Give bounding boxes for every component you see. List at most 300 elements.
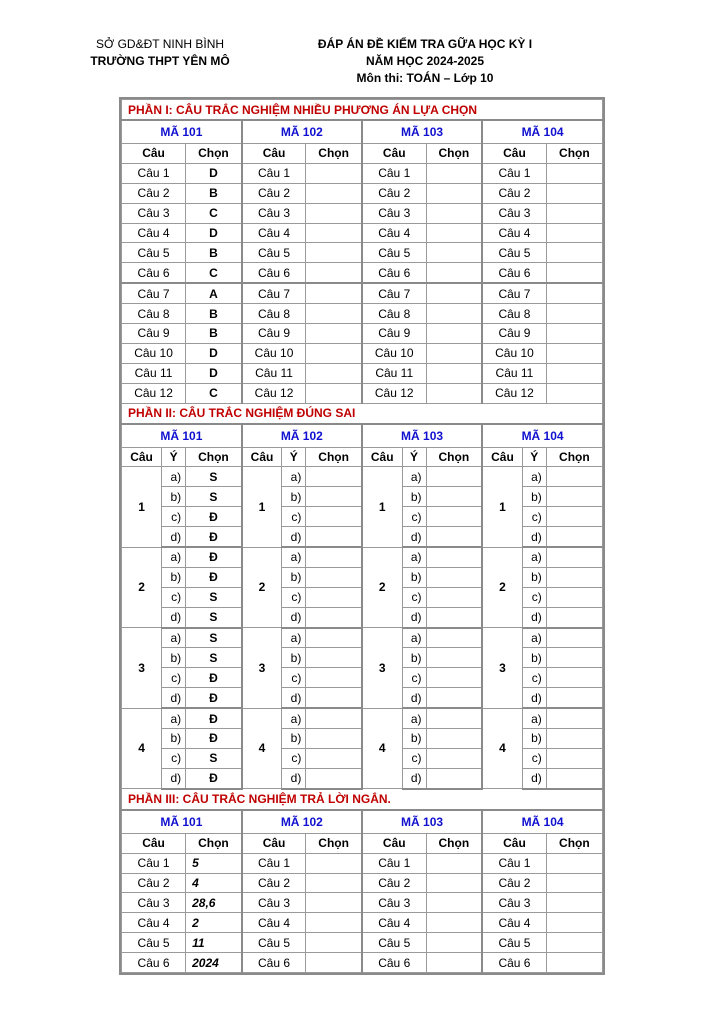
answer-cell xyxy=(306,203,362,223)
item-label: d) xyxy=(282,768,306,788)
answer-cell: Đ xyxy=(186,507,242,527)
question-label: Câu 3 xyxy=(362,203,426,223)
col-header-cau: Câu xyxy=(362,833,426,853)
answer-cell: C xyxy=(186,203,242,223)
question-label: Câu 5 xyxy=(362,933,426,953)
item-label: d) xyxy=(162,607,186,627)
item-label: b) xyxy=(402,648,426,668)
question-label: Câu 5 xyxy=(482,243,546,263)
answer-cell: S xyxy=(186,587,242,607)
answer-cell xyxy=(426,748,482,768)
question-label: Câu 5 xyxy=(242,243,306,263)
answer-cell: D xyxy=(186,363,242,383)
answer-cell xyxy=(306,527,362,547)
answer-cell xyxy=(546,163,602,183)
col-header-chon: Chọn xyxy=(426,144,482,164)
answer-cell: Đ xyxy=(186,688,242,708)
answer-cell: D xyxy=(186,223,242,243)
answer-sheet xyxy=(119,97,605,975)
code-header: MÃ 103 xyxy=(362,424,482,448)
answer-cell: B xyxy=(186,183,242,203)
answer-cell: Đ xyxy=(186,527,242,547)
item-label: d) xyxy=(162,527,186,547)
answer-cell xyxy=(546,263,602,283)
col-header-cau: Câu xyxy=(482,833,546,853)
code-header: MÃ 102 xyxy=(242,810,362,834)
question-label: Câu 6 xyxy=(362,263,426,283)
question-number: 2 xyxy=(482,547,522,628)
answer-cell xyxy=(426,708,482,728)
question-label: Câu 7 xyxy=(362,283,426,303)
answer-cell xyxy=(426,547,482,567)
question-label: Câu 11 xyxy=(362,363,426,383)
answer-cell xyxy=(426,383,482,403)
item-label: a) xyxy=(402,547,426,567)
answer-cell: B xyxy=(186,304,242,324)
answer-cell xyxy=(546,383,602,403)
question-label: Câu 6 xyxy=(482,263,546,283)
code-header: MÃ 102 xyxy=(242,424,362,448)
question-label: Câu 10 xyxy=(362,343,426,363)
question-number: 3 xyxy=(362,628,402,709)
item-label: b) xyxy=(282,567,306,587)
item-label: c) xyxy=(402,748,426,768)
code-header: MÃ 103 xyxy=(362,810,482,834)
item-label: b) xyxy=(402,567,426,587)
answer-cell xyxy=(546,223,602,243)
code-header: MÃ 103 xyxy=(362,120,482,144)
school-name: TRƯỜNG THPT YÊN MÔ xyxy=(90,54,230,68)
col-header-cau: Câu xyxy=(362,447,402,467)
part1-title: PHẦN I: CÂU TRẮC NGHIỆM NHIỀU PHƯƠNG ÁN LỰA CHỌN xyxy=(122,100,603,121)
col-header-chon: Chọn xyxy=(426,833,482,853)
item-label: b) xyxy=(162,648,186,668)
col-header-cau: Câu xyxy=(482,144,546,164)
question-label: Câu 3 xyxy=(482,203,546,223)
answer-cell: S xyxy=(186,648,242,668)
answer-cell: 5 xyxy=(186,853,242,873)
answer-cell: S xyxy=(186,748,242,768)
document-title: ĐÁP ÁN ĐỀ KIỂM TRA GỮA HỌC KỲ I xyxy=(317,37,533,51)
question-label: Câu 3 xyxy=(362,893,426,913)
item-label: d) xyxy=(402,688,426,708)
col-header-chon: Chọn xyxy=(186,833,242,853)
answer-cell xyxy=(306,607,362,627)
item-label: b) xyxy=(162,487,186,507)
code-header: MÃ 101 xyxy=(122,424,242,448)
item-label: d) xyxy=(402,768,426,788)
question-number: 4 xyxy=(242,708,282,789)
answer-cell xyxy=(546,748,602,768)
item-label: a) xyxy=(402,467,426,487)
answer-cell xyxy=(306,263,362,283)
question-number: 1 xyxy=(482,467,522,547)
answer-cell xyxy=(306,953,362,973)
answer-cell xyxy=(306,768,362,788)
answer-cell xyxy=(426,729,482,749)
col-header-cau: Câu xyxy=(482,447,522,467)
question-number: 4 xyxy=(482,708,522,789)
question-label: Câu 1 xyxy=(362,853,426,873)
col-header-cau: Câu xyxy=(122,833,186,853)
answer-cell: B xyxy=(186,243,242,263)
answer-cell xyxy=(546,243,602,263)
question-label: Câu 5 xyxy=(122,243,186,263)
question-label: Câu 1 xyxy=(362,163,426,183)
item-label: c) xyxy=(282,587,306,607)
question-label: Câu 2 xyxy=(362,183,426,203)
item-label: a) xyxy=(522,467,546,487)
item-label: d) xyxy=(402,607,426,627)
code-header: MÃ 104 xyxy=(482,810,602,834)
answer-cell xyxy=(546,873,602,893)
question-label: Câu 12 xyxy=(362,383,426,403)
answer-cell xyxy=(306,223,362,243)
item-label: a) xyxy=(282,708,306,728)
item-label: a) xyxy=(402,628,426,648)
answer-cell xyxy=(306,283,362,303)
answer-cell xyxy=(546,183,602,203)
col-header-chon: Chọn xyxy=(306,447,362,467)
question-label: Câu 2 xyxy=(482,183,546,203)
answer-cell xyxy=(546,343,602,363)
answer-cell xyxy=(426,163,482,183)
question-label: Câu 4 xyxy=(482,223,546,243)
answer-cell xyxy=(306,893,362,913)
answer-cell xyxy=(306,567,362,587)
answer-cell xyxy=(546,507,602,527)
answer-cell xyxy=(426,628,482,648)
question-label: Câu 4 xyxy=(242,913,306,933)
answer-cell xyxy=(546,487,602,507)
answer-cell: Đ xyxy=(186,567,242,587)
answer-cell xyxy=(546,607,602,627)
answer-cell xyxy=(426,873,482,893)
item-label: a) xyxy=(522,547,546,567)
item-label: c) xyxy=(282,748,306,768)
header-right xyxy=(300,36,550,87)
col-header-chon: Chọn xyxy=(546,447,602,467)
answer-cell xyxy=(306,363,362,383)
answer-cell xyxy=(306,243,362,263)
item-label: b) xyxy=(162,729,186,749)
question-label: Câu 10 xyxy=(242,343,306,363)
question-label: Câu 2 xyxy=(242,873,306,893)
answer-cell: Đ xyxy=(186,768,242,788)
answer-cell xyxy=(306,913,362,933)
item-label: c) xyxy=(402,587,426,607)
header-left xyxy=(70,36,250,70)
answer-cell xyxy=(426,607,482,627)
question-label: Câu 9 xyxy=(122,324,186,344)
answer-cell xyxy=(426,243,482,263)
answer-cell xyxy=(426,853,482,873)
answer-cell: Đ xyxy=(186,547,242,567)
answer-cell xyxy=(306,748,362,768)
item-label: b) xyxy=(282,487,306,507)
answer-cell xyxy=(546,893,602,913)
item-label: c) xyxy=(162,748,186,768)
answer-cell xyxy=(306,547,362,567)
item-label: d) xyxy=(162,768,186,788)
question-label: Câu 3 xyxy=(122,893,186,913)
answer-cell xyxy=(306,648,362,668)
question-label: Câu 12 xyxy=(482,383,546,403)
answer-cell xyxy=(306,507,362,527)
answer-cell xyxy=(306,383,362,403)
answer-cell xyxy=(306,467,362,487)
item-label: b) xyxy=(162,567,186,587)
answer-cell xyxy=(426,768,482,788)
answer-cell xyxy=(546,203,602,223)
question-label: Câu 8 xyxy=(362,304,426,324)
answer-cell xyxy=(306,487,362,507)
answer-cell xyxy=(306,163,362,183)
answer-cell xyxy=(546,304,602,324)
item-label: c) xyxy=(522,587,546,607)
answer-cell xyxy=(546,768,602,788)
answer-cell xyxy=(426,467,482,487)
answer-cell xyxy=(546,324,602,344)
question-label: Câu 7 xyxy=(482,283,546,303)
item-label: d) xyxy=(282,527,306,547)
item-label: a) xyxy=(162,467,186,487)
question-label: Câu 8 xyxy=(242,304,306,324)
col-header-chon: Chọn xyxy=(426,447,482,467)
answer-cell: Đ xyxy=(186,708,242,728)
question-label: Câu 12 xyxy=(242,383,306,403)
answer-cell xyxy=(426,688,482,708)
item-label: b) xyxy=(522,648,546,668)
part2-title: PHẦN II: CÂU TRẮC NGHIỆM ĐÚNG SAI xyxy=(122,403,603,424)
answer-cell: S xyxy=(186,607,242,627)
item-label: c) xyxy=(522,748,546,768)
answer-cell xyxy=(546,933,602,953)
answer-cell: D xyxy=(186,163,242,183)
answer-cell xyxy=(306,628,362,648)
col-header-cau: Câu xyxy=(362,144,426,164)
item-label: d) xyxy=(282,688,306,708)
answer-cell: 2024 xyxy=(186,953,242,973)
question-label: Câu 2 xyxy=(122,873,186,893)
answer-cell xyxy=(306,708,362,728)
item-label: d) xyxy=(402,527,426,547)
question-label: Câu 6 xyxy=(122,953,186,973)
col-header-y: Ý xyxy=(282,447,306,467)
answer-cell xyxy=(546,283,602,303)
question-number: 4 xyxy=(362,708,402,789)
code-header: MÃ 101 xyxy=(122,120,242,144)
item-label: b) xyxy=(282,648,306,668)
answer-cell xyxy=(546,668,602,688)
code-header: MÃ 102 xyxy=(242,120,362,144)
item-label: b) xyxy=(522,567,546,587)
answer-cell xyxy=(306,183,362,203)
col-header-chon: Chọn xyxy=(306,833,362,853)
answer-cell xyxy=(426,587,482,607)
school-year: NĂM HỌC 2024-2025 xyxy=(365,54,485,68)
question-label: Câu 3 xyxy=(122,203,186,223)
item-label: c) xyxy=(162,668,186,688)
col-header-chon: Chọn xyxy=(306,144,362,164)
answer-cell: 2 xyxy=(186,913,242,933)
answer-cell xyxy=(426,183,482,203)
question-label: Câu 5 xyxy=(362,243,426,263)
question-label: Câu 4 xyxy=(242,223,306,243)
item-label: c) xyxy=(282,668,306,688)
item-label: a) xyxy=(522,708,546,728)
answer-cell xyxy=(306,688,362,708)
question-number: 2 xyxy=(242,547,282,628)
question-label: Câu 1 xyxy=(482,163,546,183)
question-label: Câu 6 xyxy=(362,953,426,973)
code-header: MÃ 101 xyxy=(122,810,242,834)
answer-cell xyxy=(306,729,362,749)
question-label: Câu 4 xyxy=(122,913,186,933)
question-label: Câu 6 xyxy=(242,953,306,973)
question-number: 1 xyxy=(122,467,162,547)
question-label: Câu 7 xyxy=(242,283,306,303)
answer-cell xyxy=(426,223,482,243)
question-label: Câu 9 xyxy=(242,324,306,344)
answer-cell xyxy=(426,953,482,973)
answer-cell: 28,6 xyxy=(186,893,242,913)
answer-cell xyxy=(426,933,482,953)
col-header-chon: Chọn xyxy=(546,833,602,853)
question-label: Câu 6 xyxy=(482,953,546,973)
question-label: Câu 4 xyxy=(122,223,186,243)
item-label: d) xyxy=(522,607,546,627)
answer-cell xyxy=(426,324,482,344)
item-label: d) xyxy=(282,607,306,627)
item-label: a) xyxy=(162,708,186,728)
answer-cell xyxy=(546,547,602,567)
answer-cell: 11 xyxy=(186,933,242,953)
question-label: Câu 3 xyxy=(242,893,306,913)
question-label: Câu 6 xyxy=(122,263,186,283)
question-label: Câu 5 xyxy=(122,933,186,953)
code-header: MÃ 104 xyxy=(482,120,602,144)
question-label: Câu 1 xyxy=(122,163,186,183)
answer-cell xyxy=(306,933,362,953)
question-label: Câu 3 xyxy=(242,203,306,223)
answer-cell: S xyxy=(186,628,242,648)
answer-cell xyxy=(306,343,362,363)
answer-cell xyxy=(426,203,482,223)
answer-cell xyxy=(426,363,482,383)
answer-cell: S xyxy=(186,467,242,487)
col-header-cau: Câu xyxy=(242,833,306,853)
answer-cell: B xyxy=(186,324,242,344)
answer-cell xyxy=(546,648,602,668)
question-number: 1 xyxy=(362,467,402,547)
question-number: 2 xyxy=(122,547,162,628)
item-label: b) xyxy=(402,487,426,507)
item-label: a) xyxy=(162,547,186,567)
col-header-cau: Câu xyxy=(122,144,186,164)
answer-cell xyxy=(546,953,602,973)
answer-cell xyxy=(426,507,482,527)
item-label: c) xyxy=(162,507,186,527)
answer-cell xyxy=(546,467,602,487)
col-header-cau: Câu xyxy=(242,144,306,164)
answer-cell: C xyxy=(186,383,242,403)
answer-cell: Đ xyxy=(186,668,242,688)
answer-cell: 4 xyxy=(186,873,242,893)
item-label: c) xyxy=(522,507,546,527)
answer-cell xyxy=(306,668,362,688)
question-label: Câu 1 xyxy=(482,853,546,873)
answer-cell xyxy=(546,853,602,873)
item-label: a) xyxy=(402,708,426,728)
answer-cell xyxy=(426,283,482,303)
question-label: Câu 10 xyxy=(482,343,546,363)
item-label: a) xyxy=(522,628,546,648)
col-header-chon: Chọn xyxy=(186,447,242,467)
department-name: SỞ GD&ĐT NINH BÌNH xyxy=(95,37,225,51)
question-label: Câu 6 xyxy=(242,263,306,283)
answer-cell: S xyxy=(186,487,242,507)
question-label: Câu 11 xyxy=(242,363,306,383)
answer-cell: A xyxy=(186,283,242,303)
item-label: a) xyxy=(282,547,306,567)
question-label: Câu 8 xyxy=(482,304,546,324)
answer-cell xyxy=(546,628,602,648)
item-label: c) xyxy=(522,668,546,688)
answer-cell xyxy=(426,487,482,507)
item-label: c) xyxy=(402,668,426,688)
item-label: a) xyxy=(162,628,186,648)
col-header-y: Ý xyxy=(402,447,426,467)
question-number: 3 xyxy=(482,628,522,709)
answer-cell xyxy=(426,913,482,933)
item-label: a) xyxy=(282,467,306,487)
question-label: Câu 1 xyxy=(242,163,306,183)
answer-cell xyxy=(426,527,482,547)
answer-cell xyxy=(546,527,602,547)
item-label: d) xyxy=(162,688,186,708)
item-label: a) xyxy=(282,628,306,648)
question-label: Câu 11 xyxy=(122,363,186,383)
answer-cell: C xyxy=(186,263,242,283)
answer-cell xyxy=(306,873,362,893)
question-label: Câu 2 xyxy=(122,183,186,203)
question-label: Câu 4 xyxy=(482,913,546,933)
part3-title: PHẦN III: CÂU TRẮC NGHIỆM TRẢ LỜI NGẮN. xyxy=(122,789,603,810)
code-header: MÃ 104 xyxy=(482,424,602,448)
item-label: b) xyxy=(522,729,546,749)
col-header-y: Ý xyxy=(162,447,186,467)
item-label: d) xyxy=(522,527,546,547)
question-number: 4 xyxy=(122,708,162,789)
question-number: 1 xyxy=(242,467,282,547)
question-label: Câu 2 xyxy=(482,873,546,893)
question-label: Câu 7 xyxy=(122,283,186,303)
subject-line: Môn thi: TOÁN – Lớp 10 xyxy=(356,71,494,85)
question-number: 3 xyxy=(122,628,162,709)
question-label: Câu 4 xyxy=(362,223,426,243)
question-label: Câu 12 xyxy=(122,383,186,403)
answer-cell xyxy=(306,324,362,344)
answer-cell xyxy=(546,708,602,728)
answer-cell: D xyxy=(186,343,242,363)
question-number: 2 xyxy=(362,547,402,628)
answer-table xyxy=(121,99,603,973)
answer-cell xyxy=(426,567,482,587)
item-label: b) xyxy=(402,729,426,749)
question-label: Câu 10 xyxy=(122,343,186,363)
answer-cell xyxy=(546,729,602,749)
